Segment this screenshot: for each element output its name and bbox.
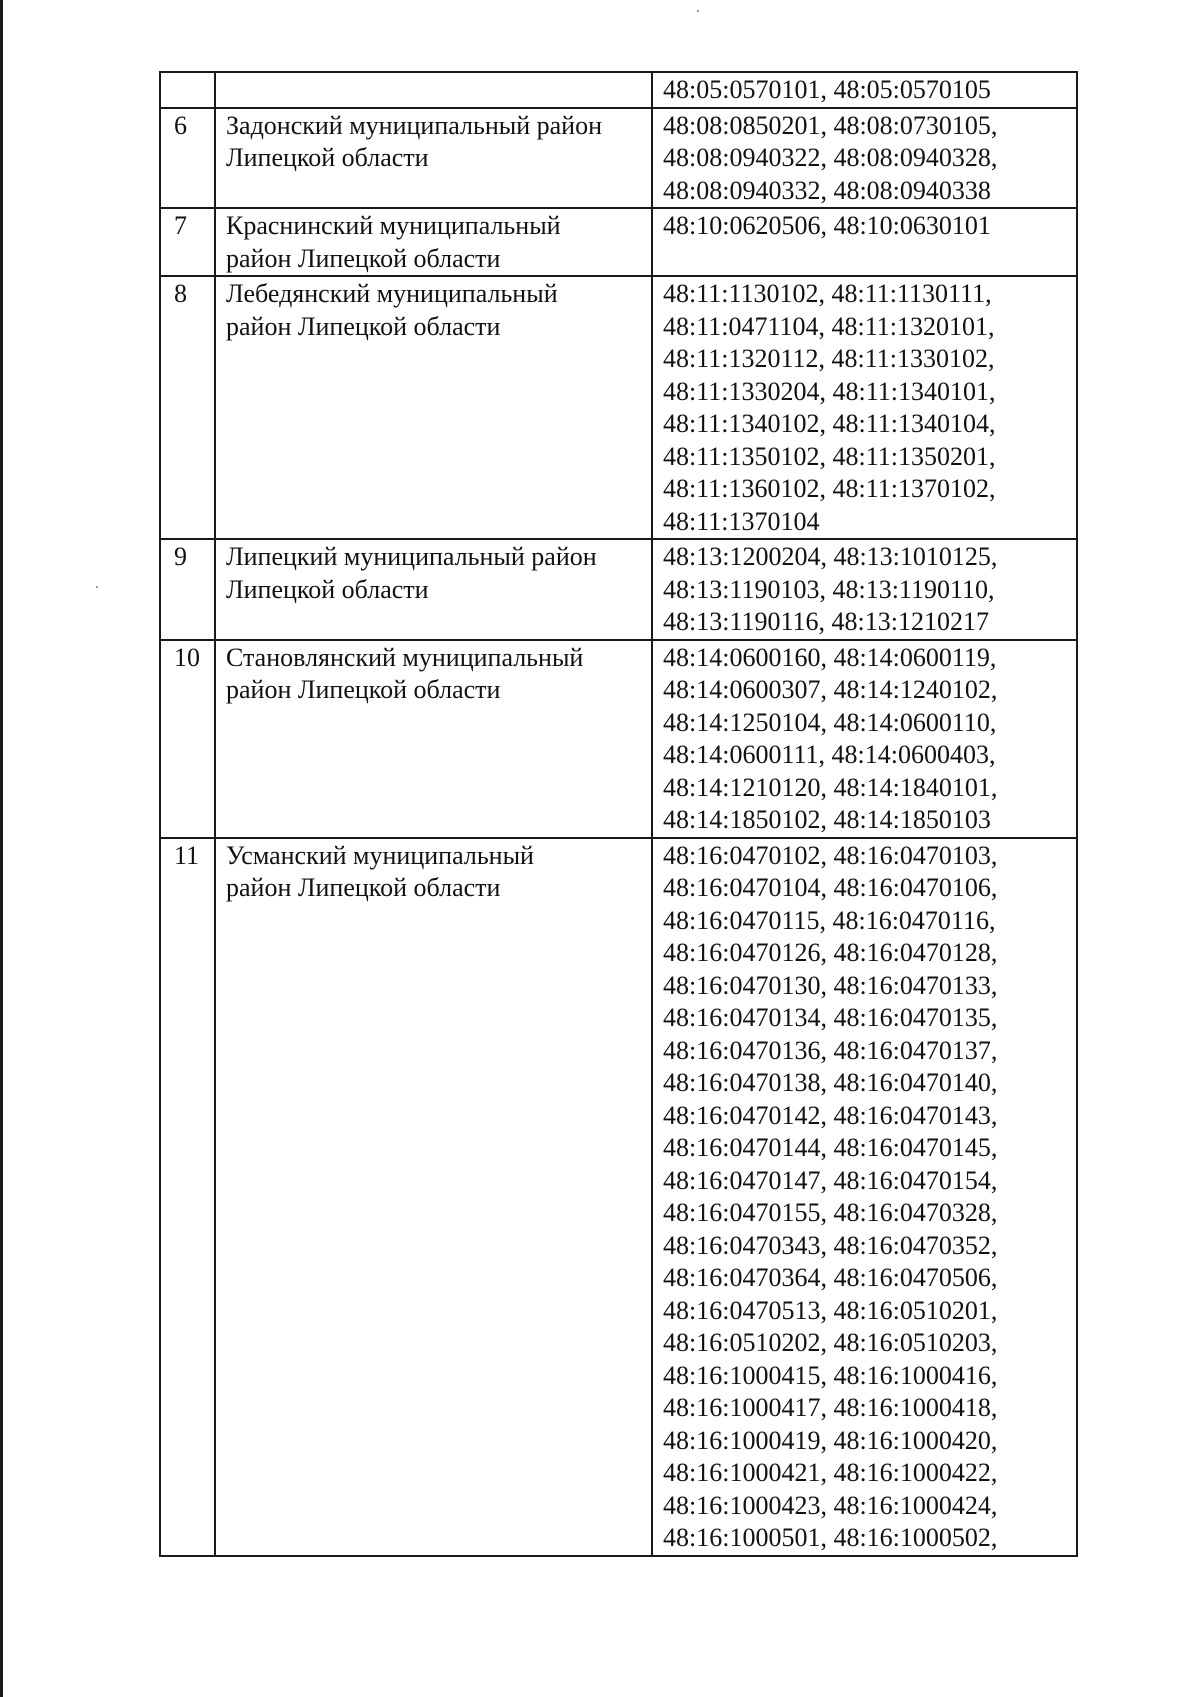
cadastral-line: 48:14:0600111, 48:14:0600403, [663,740,996,769]
cadastral-line: 48:16:1000423, 48:16:1000424, [663,1490,998,1520]
table-row [160,838,1077,1556]
district-line: Липецкой области [226,143,429,172]
district-line: Липецкий муниципальный район [226,542,597,571]
cadastral-line: 48:14:1250104, 48:14:0600110, [663,707,997,737]
cadastral-line: 48:16:0470513, 48:16:0510201, [663,1295,998,1325]
row-number: 8 [160,276,215,539]
district-line: Липецкой области [226,574,429,604]
cadastral-line: 48:08:0940322, 48:08:0940328, [663,143,998,172]
table-row [160,72,1077,108]
scan-page-edge [0,0,3,1697]
cadastral-line: 48:16:0470343, 48:16:0470352, [663,1230,998,1260]
cadastral-line: 48:08:0850201, 48:08:0730105, [663,110,998,140]
table-row [160,208,1077,276]
cadastral-line: 48:11:0471104, 48:11:1320101, [663,311,995,341]
cadastral-line: 48:16:0470136, 48:16:0470137, [663,1035,998,1065]
cadastral-line: 48:16:1000419, 48:16:1000420, [663,1425,998,1455]
cadastral-line: 48:13:1190103, 48:13:1190110, [663,574,995,604]
scan-speck [96,586,98,588]
cadastral-line: 48:16:1000415, 48:16:1000416, [663,1360,998,1390]
cadastral-numbers [652,108,1077,209]
cadastral-line: 48:16:0470147, 48:16:0470154, [663,1165,998,1195]
cadastral-line: 48:16:0470130, 48:16:0470133, [663,970,998,1000]
scan-speck [697,10,699,12]
cadastral-line: 48:10:0620506, 48:10:0630101 [663,211,991,240]
district-name [215,208,652,276]
row-number [160,72,215,108]
district-line: район Липецкой области [226,675,501,704]
table-row [160,640,1077,838]
row-number: 10 [160,640,215,838]
cadastral-line: 48:16:0470364, 48:16:0470506, [663,1263,998,1292]
cadastral-line: 48:11:1340102, 48:11:1340104, [663,409,996,438]
cadastral-line: 48:11:1360102, 48:11:1370102, [663,474,996,503]
cadastral-line: 48:16:0470115, 48:16:0470116, [663,905,996,935]
table-row [160,539,1077,640]
district-line: район Липецкой области [226,311,501,341]
district-line: Краснинский муниципальный [226,211,561,240]
row-number: 6 [160,108,215,209]
cadastral-numbers [652,208,1077,276]
cadastral-table [159,71,1078,1557]
cadastral-line: 48:16:1000421, 48:16:1000422, [663,1458,998,1487]
cadastral-line: 48:16:0470155, 48:16:0470328, [663,1198,998,1227]
district-name [215,108,652,209]
row-number: 9 [160,539,215,640]
cadastral-line: 48:11:1350102, 48:11:1350201, [663,441,996,471]
cadastral-line: 48:16:0470144, 48:16:0470145, [663,1133,998,1162]
cadastral-line: 48:11:1320112, 48:11:1330102, [663,344,995,373]
table-row [160,276,1077,539]
row-number: 7 [160,208,215,276]
district-name [215,838,652,1556]
cadastral-line: 48:16:1000501, 48:16:1000502, [663,1523,998,1552]
cadastral-numbers [652,276,1077,539]
district-name [215,539,652,640]
cadastral-numbers [652,539,1077,640]
cadastral-line: 48:16:0470138, 48:16:0470140, [663,1068,998,1097]
cadastral-line: 48:11:1330204, 48:11:1340101, [663,376,996,406]
cadastral-line: 48:11:1370104 [663,506,820,536]
cadastral-line: 48:16:0470126, 48:16:0470128, [663,938,998,967]
cadastral-line: 48:11:1130102, 48:11:1130111, [663,279,992,308]
cadastral-numbers [652,838,1077,1556]
district-line: район Липецкой области [226,243,501,273]
cadastral-line: 48:14:1850102, 48:14:1850103 [663,805,991,834]
cadastral-line: 48:16:1000417, 48:16:1000418, [663,1393,998,1422]
cadastral-line: 48:16:0470102, 48:16:0470103, [663,840,998,870]
cadastral-line: 48:08:0940332, 48:08:0940338 [663,175,991,205]
table-row [160,108,1077,209]
cadastral-line: 48:14:0600160, 48:14:0600119, [663,642,997,672]
district-line: Задонский муниципальный район [226,110,602,140]
cadastral-line: 48:16:0470104, 48:16:0470106, [663,873,998,902]
district-line: Усманский муниципальный [226,840,534,870]
cadastral-numbers [652,640,1077,838]
row-number: 11 [160,838,215,1556]
cadastral-line: 48:14:1210120, 48:14:1840101, [663,772,998,802]
cadastral-line: 48:14:0600307, 48:14:1240102, [663,675,998,704]
cadastral-line: 48:05:0570101, 48:05:0570105 [663,75,991,104]
cadastral-line: 48:16:0470142, 48:16:0470143, [663,1100,998,1130]
district-line: Лебедянский муниципальный [226,279,558,308]
cadastral-numbers [652,72,1077,108]
cadastral-line: 48:13:1190116, 48:13:1210217 [663,607,989,636]
district-line: Становлянский муниципальный [226,642,584,672]
cadastral-line: 48:13:1200204, 48:13:1010125, [663,542,998,571]
district-name [215,72,652,108]
district-line: район Липецкой области [226,873,501,902]
cadastral-line: 48:16:0510202, 48:16:0510203, [663,1328,998,1357]
cadastral-line: 48:16:0470134, 48:16:0470135, [663,1003,998,1032]
district-name [215,276,652,539]
district-name [215,640,652,838]
